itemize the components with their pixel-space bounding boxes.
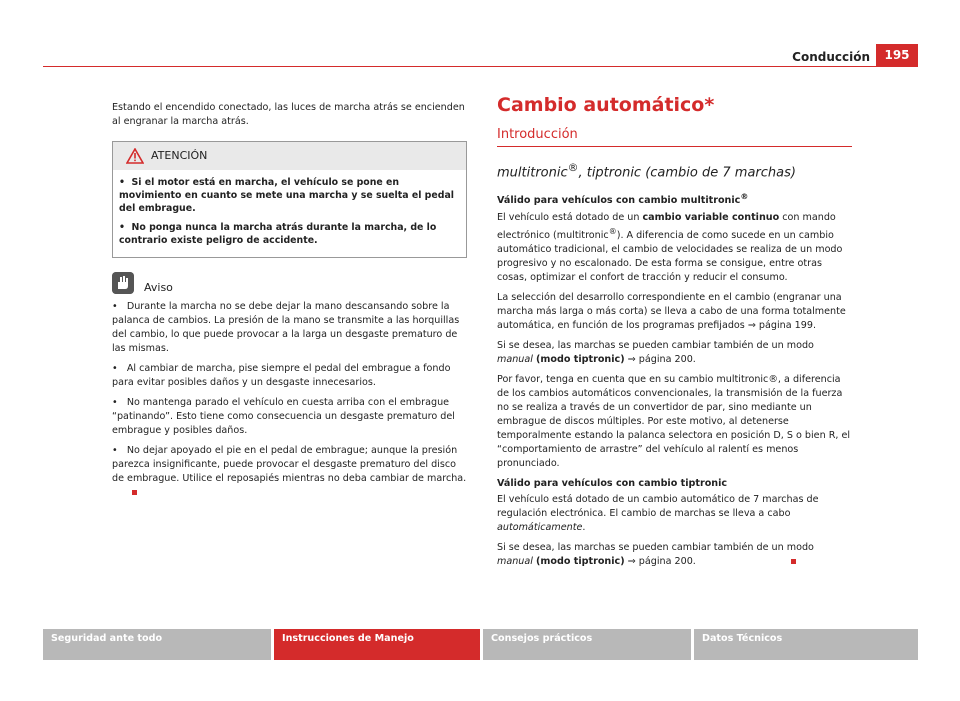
section-end-mark <box>791 559 796 564</box>
warning-title: ATENCIÓN <box>151 149 208 162</box>
note-hand-icon <box>112 272 134 294</box>
note-item: • Durante la marcha no se debe dejar la mano descansando sobre la palanca de cambios. La presión de la mano se transmite a las horquillas del cambio, lo que puede provocar a la larga un desgaste prematuro de las mismas. <box>112 301 460 354</box>
section-end-mark <box>132 490 137 495</box>
warning-item: • No ponga nunca la marcha atrás durante la marcha, de lo contrario existe peligro de accidente. <box>119 222 437 246</box>
footer-tab-seguridad[interactable]: Seguridad ante todo <box>43 629 271 660</box>
footer-tab-datos[interactable]: Datos Técnicos <box>694 629 918 660</box>
chapter-title: Conducción <box>792 50 870 64</box>
subsection-heading: multitronic®, tiptronic (cambio de 7 marchas) <box>497 161 796 181</box>
warning-box <box>112 141 467 258</box>
paragraph: La selección del desarrollo correspondiente en el cambio (engranar una marcha más larga o más corta) se lleva a cabo de una forma totalmente automática, en función de los programas prefijados ⇒ página 199. <box>497 291 846 331</box>
note-item: • No dejar apoyado el pie en el pedal de embrague; aunque la presión parezca insignificante, puede provocar el desgaste prematuro del disco de embrague. Utilice el reposapiés mientras no deba cambiar de marcha. <box>112 444 467 500</box>
note-title: Aviso <box>144 281 173 294</box>
header-rule <box>43 66 918 67</box>
warning-header <box>113 142 466 170</box>
footer-tab-instrucciones[interactable]: Instrucciones de Manejo <box>274 629 480 660</box>
warning-item: • Si el motor está en marcha, el vehículo se pone en movimiento en cuanto se mete una marcha y se suelta el pedal del embrague. <box>119 177 454 214</box>
paragraph: Si se desea, las marchas se pueden cambiar también de un modo manual (modo tiptronic) ⇒ página 200. <box>497 339 814 365</box>
left-column <box>112 101 467 506</box>
page-number: 195 <box>876 44 918 66</box>
note-header <box>112 272 467 300</box>
footer-nav <box>43 629 918 660</box>
validity-heading-tiptronic: Válido para vehículos con cambio tiptronic <box>497 477 728 489</box>
footer-tab-consejos[interactable]: Consejos prácticos <box>483 629 691 660</box>
paragraph: El vehículo está dotado de un cambio variable continuo con mando electrónico (multitronic®). A diferencia de como sucede en un cambio automático tradicional, el cambio de velocidades se realiza de un modo progresivo y no escalonado. De esta forma se consigue, entre otras cosas, optimizar el confort de tracción y reducir el consumo. <box>497 211 843 283</box>
paragraph: Si se desea, las marchas se pueden cambiar también de un modo manual (modo tiptronic) ⇒ página 200. <box>497 541 814 567</box>
right-column <box>497 94 852 575</box>
note-item: • No mantenga parado el vehículo en cuesta arriba con el embrague “patinando”. Esto tiene como consecuencia un desgaste prematuro del embrague y posibles daños. <box>112 397 455 436</box>
warning-body <box>113 170 466 257</box>
validity-heading-multitronic: Válido para vehículos con cambio multitronic® <box>497 192 749 207</box>
intro-paragraph: Estando el encendido conectado, las luces de marcha atrás se encienden al engranar la marcha atrás. <box>112 102 465 127</box>
paragraph: El vehículo está dotado de un cambio automático de 7 marchas de regulación electrónica. El cambio de marchas se lleva a cabo automáticamente. <box>497 493 819 533</box>
warning-triangle-icon <box>126 148 144 164</box>
paragraph: Por favor, tenga en cuenta que en su cambio multitronic®, a diferencia de los cambios automáticos convencionales, la transmisión de la fuerza no se realiza a través de un convertidor de par, sino mediante un embrague de discos múltiples. Por este motivo, al detenerse temporalmente estando la palanca selectora en posición D, S o bien R, el “comportamiento de arrastre” del vehículo al ralentí es menos pronunciado. <box>497 373 851 469</box>
section-heading: Introducción <box>497 128 852 147</box>
note-item: • Al cambiar de marcha, pise siempre el pedal del embrague a fondo para evitar posibles daños y un desgaste innecesarios. <box>112 363 451 388</box>
main-heading: Cambio automático* <box>497 94 715 116</box>
